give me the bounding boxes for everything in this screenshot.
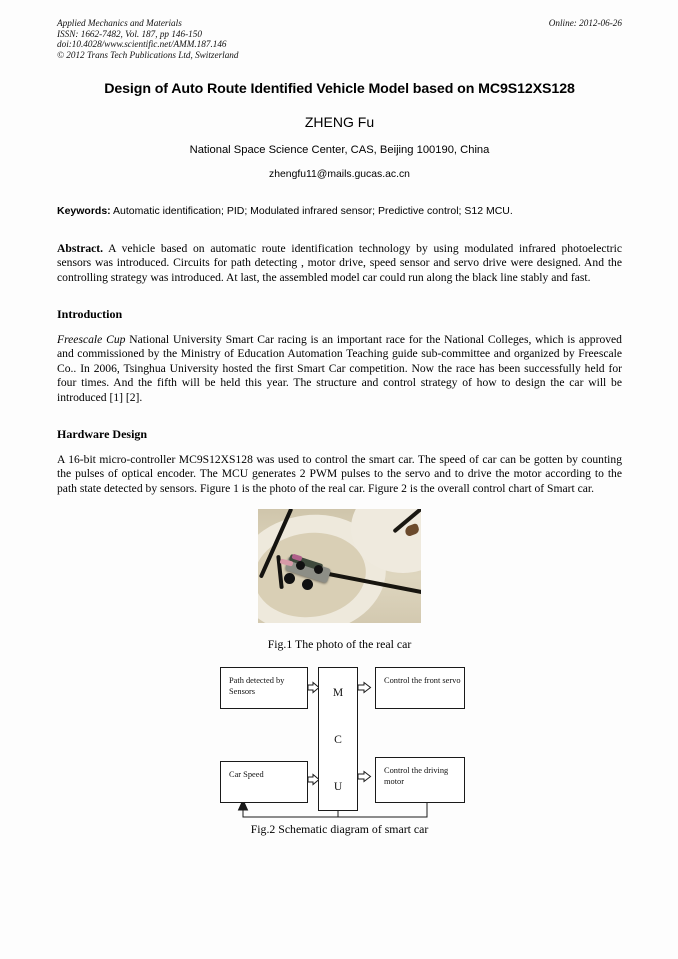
author-email: zhengfu11@mails.gucas.ac.cn	[269, 168, 410, 180]
abstract-paragraph	[57, 242, 622, 286]
diagram-box-driving-motor	[375, 757, 465, 803]
page-content	[57, 18, 622, 842]
real-car-photo	[258, 509, 421, 623]
section-body-hardware-design	[57, 453, 622, 497]
mcu-letter-u: U	[333, 780, 343, 794]
schematic-diagram	[57, 664, 622, 819]
introduction-lead-italic: Freescale Cup	[57, 332, 126, 346]
journal-header	[57, 18, 622, 61]
issn-line: ISSN: 1662-7482, Vol. 187, pp 146-150	[57, 28, 202, 39]
diagram-box-path-sensors	[220, 667, 308, 709]
diagram-box-motor-label: Control the driving motor	[384, 766, 449, 787]
online-date: Online: 2012-06-26	[548, 18, 622, 28]
section-body-introduction	[57, 333, 622, 406]
keywords-label: Keywords:	[57, 204, 111, 217]
figure-1-caption: Fig.1 The photo of the real car	[267, 637, 412, 652]
paper-title: Design of Auto Route Identified Vehicle Model based on MC9S12XS128	[104, 80, 575, 97]
author-affiliation: National Space Science Center, CAS, Beijing 100190, China	[189, 143, 490, 156]
section-heading-introduction: Introduction	[57, 306, 123, 321]
mcu-letter-c: C	[334, 732, 342, 746]
arrow-mcu-to-servo	[358, 683, 371, 693]
arrow-mcu-to-motor	[358, 772, 371, 782]
diagram-box-speed-label: Car Speed	[229, 770, 264, 780]
keywords-line	[57, 205, 622, 218]
author-name: ZHENG Fu	[304, 113, 375, 130]
journal-name: Applied Mechanics and Materials	[57, 18, 182, 28]
diagram-box-mcu	[318, 667, 358, 811]
section-heading-hardware-design: Hardware Design	[57, 426, 148, 441]
keywords-text: Automatic identification; PID; Modulated infrared sensor; Predictive control; S12 MCU.	[113, 204, 513, 217]
figure-2-caption: Fig.2 Schematic diagram of smart car	[250, 822, 429, 837]
copyright-line: © 2012 Trans Tech Publications Ltd, Switzerland	[57, 50, 239, 61]
introduction-body-text: National University Smart Car racing is an important race for the National Colleges, which is approved and commissioned by the Ministry of Education Automation Teaching guide sub-committee and organized by Freescale Co.. In 2006, Tsinghua University hosted the first Smart Car competition. Now the race has been successfully held for four times. And the fifth will be held this year. The structure and control strategy of how to design the car will be introduced [1] [2].	[57, 332, 622, 404]
diagram-box-front-servo	[375, 667, 465, 709]
figure-2	[57, 664, 622, 842]
hardware-body-text: A 16-bit micro-controller MC9S12XS128 was used to control the smart car. The speed of car can be gotten by counting the pulses of optical encoder. The MCU generates 2 PWM pulses to the servo and to drive the motor according to the path state detected by sensors. Figure 1 is the photo of the real car. Figure 2 is the overall control chart of Smart car.	[57, 452, 622, 495]
figure-1	[57, 509, 622, 652]
diagram-box-servo-label: Control the front servo	[384, 676, 461, 686]
mcu-letter-m: M	[332, 685, 344, 699]
abstract-text: A vehicle based on automatic route identification technology by using modulated infrared photoelectric sensors was introduced. Circuits for path detecting , motor drive, speed sensor and servo drive were designed. And the controlling strategy was introduced. At last, the assembled model car could run along the black line stably and fast.	[57, 241, 622, 284]
doi-line: doi:10.4028/www.scientific.net/AMM.187.146	[57, 39, 227, 50]
abstract-label: Abstract.	[57, 241, 104, 255]
diagram-box-sensors-label: Path detected by Sensors	[229, 676, 285, 697]
diagram-box-car-speed	[220, 761, 308, 803]
